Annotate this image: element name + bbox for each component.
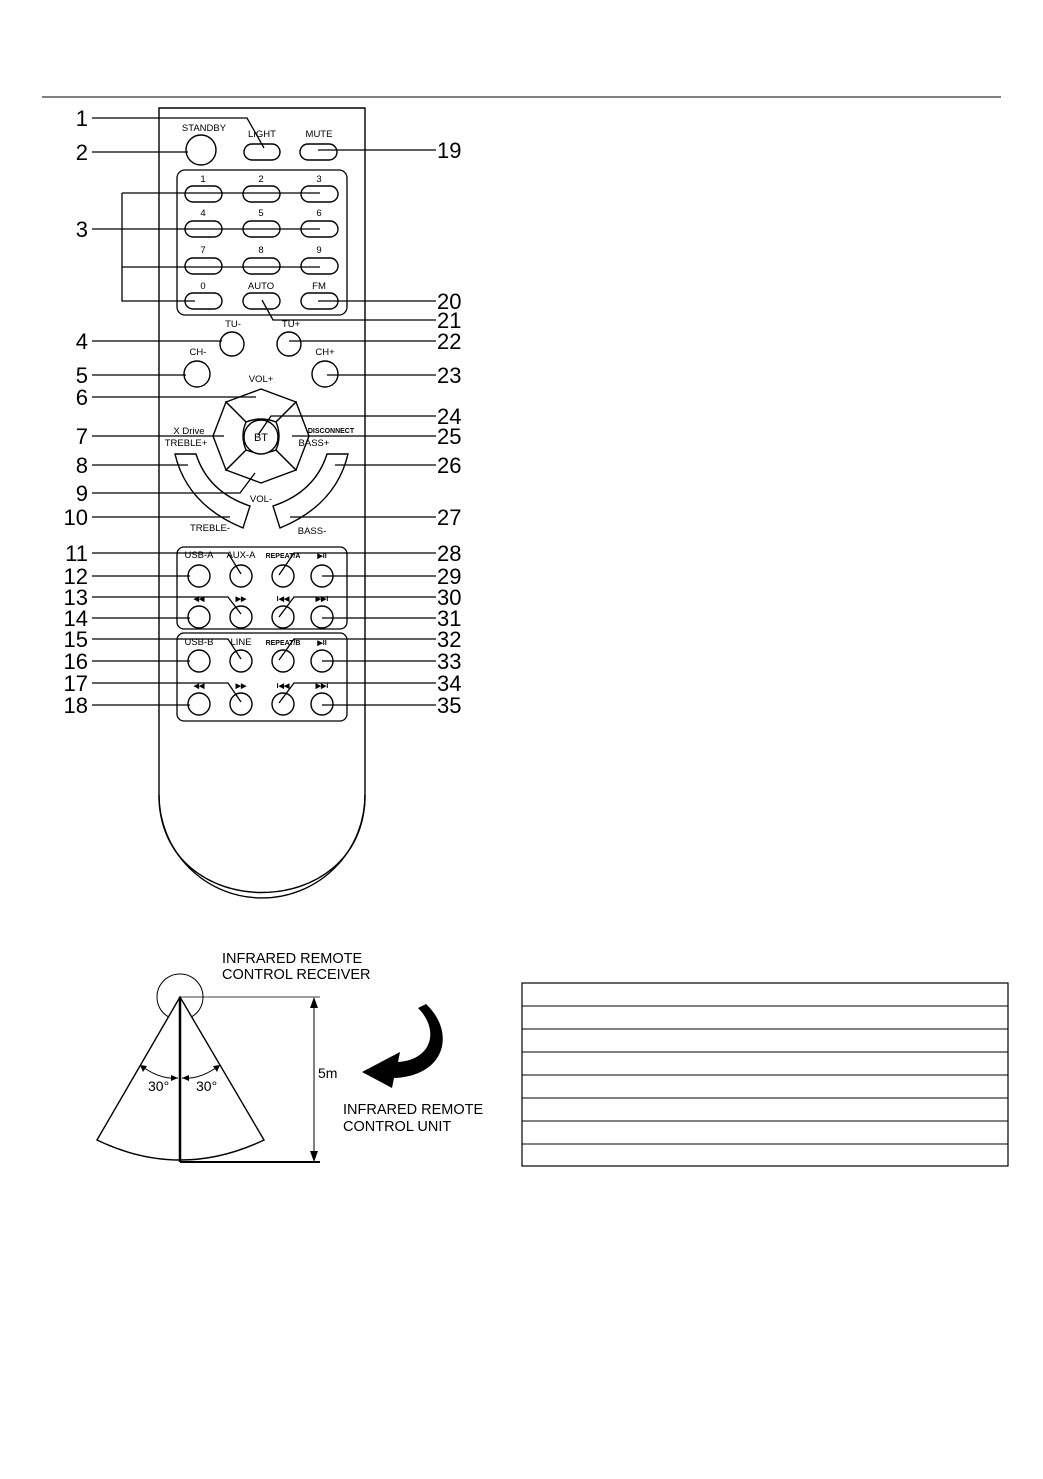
callout-10: 10 <box>63 505 88 530</box>
ir-range-diagram <box>97 951 484 1162</box>
mute-button[interactable] <box>300 144 337 160</box>
vol-plus-label: VOL+ <box>248 374 274 385</box>
usb-b-button[interactable] <box>188 650 210 672</box>
digit-7-label: 7 <box>200 245 206 256</box>
callout-7: 7 <box>75 424 88 449</box>
callout-16: 16 <box>63 649 88 674</box>
usb-a-button[interactable] <box>188 565 210 587</box>
digit-2-label: 2 <box>258 174 264 185</box>
usb-b-label: USB-B <box>184 637 214 648</box>
digit-9-button[interactable] <box>301 258 338 274</box>
repeat-a-label: REPEAT/A <box>265 553 301 560</box>
rewind-b-label: ◀◀ <box>193 683 205 690</box>
ch-minus-label: CH- <box>189 347 207 358</box>
callout-24: 24 <box>437 404 462 429</box>
usb-a-label: USB-A <box>184 550 214 561</box>
angle-right-label: 30° <box>196 1078 218 1094</box>
forward-b-button[interactable] <box>230 693 252 715</box>
tu-plus-button[interactable] <box>277 332 301 356</box>
callout-23: 23 <box>437 363 462 388</box>
digit-4-label: 4 <box>200 208 206 219</box>
rewind-a-label: ◀◀ <box>193 596 205 603</box>
callout-9: 9 <box>75 481 88 506</box>
digit-7-button[interactable] <box>185 258 222 274</box>
callout-32: 32 <box>437 627 462 652</box>
prev-a-label: I◀◀ <box>276 596 290 603</box>
xdrive-label: X Drive <box>173 426 205 437</box>
line-label: LINE <box>230 637 252 648</box>
unit-label-line1: INFRARED REMOTE <box>343 1102 484 1118</box>
auto-button[interactable] <box>243 293 280 309</box>
callout-12: 12 <box>63 564 88 589</box>
standby-button[interactable] <box>186 135 216 165</box>
bass-minus-label: BASS- <box>297 526 327 537</box>
digit-3-label: 3 <box>316 174 322 185</box>
disconnect-label: DISCONNECT <box>307 428 355 435</box>
angle-left-label: 30° <box>148 1078 170 1094</box>
callout-35: 35 <box>437 693 462 718</box>
ch-plus-button[interactable] <box>312 361 338 387</box>
mute-label: MUTE <box>305 129 333 140</box>
callout-4: 4 <box>75 329 88 354</box>
distance-arrow-top <box>310 997 318 1008</box>
forward-b-label: ▶▶ <box>235 683 247 690</box>
light-label: LIGHT <box>248 129 276 140</box>
callout-26: 26 <box>437 453 462 478</box>
distance-arrow-bottom <box>310 1151 318 1162</box>
callout-27: 27 <box>437 505 462 530</box>
digit-8-button[interactable] <box>243 258 280 274</box>
digit-6-label: 6 <box>316 208 322 219</box>
callout-17: 17 <box>63 671 88 696</box>
next-b-button[interactable] <box>311 693 333 715</box>
callout-1: 1 <box>75 106 88 131</box>
aux-a-button[interactable] <box>230 565 252 587</box>
callout-11: 11 <box>65 541 88 566</box>
callout-18: 18 <box>63 693 88 718</box>
tu-minus-button[interactable] <box>220 332 244 356</box>
digit-1-button[interactable] <box>185 186 222 202</box>
receiver-label-line1: INFRARED REMOTE <box>222 951 363 967</box>
repeat-b-label: REPEAT/B <box>265 640 301 647</box>
digit-9-label: 9 <box>316 245 322 256</box>
callout-34: 34 <box>437 671 462 696</box>
rewind-b-button[interactable] <box>188 693 210 715</box>
ch-plus-label: CH+ <box>315 347 335 358</box>
distance-label: 5m <box>318 1065 338 1081</box>
next-a-button[interactable] <box>311 606 333 628</box>
digit-5-label: 5 <box>258 208 264 219</box>
prev-b-button[interactable] <box>272 693 294 715</box>
callout-6: 6 <box>75 385 88 410</box>
callout-5: 5 <box>75 363 88 388</box>
auto-label: AUTO <box>247 281 275 292</box>
callout-8: 8 <box>75 453 88 478</box>
forward-a-button[interactable] <box>230 606 252 628</box>
digit-1-label: 1 <box>200 174 206 185</box>
callout-13: 13 <box>63 585 88 610</box>
bass-plus-label: BASS+ <box>298 438 330 449</box>
forward-a-label: ▶▶ <box>235 596 247 603</box>
callout-25: 25 <box>437 424 462 449</box>
direction-arrow-icon <box>362 1004 443 1088</box>
digit-8-label: 8 <box>258 245 264 256</box>
light-button[interactable] <box>244 144 280 160</box>
empty-table <box>522 983 1008 1166</box>
prev-b-label: I◀◀ <box>276 683 290 690</box>
ch-minus-button[interactable] <box>184 361 210 387</box>
standby-label: STANDBY <box>181 123 227 134</box>
callout-15: 15 <box>63 627 88 652</box>
callout-33: 33 <box>437 649 462 674</box>
callout-31: 31 <box>437 606 462 631</box>
vol-minus-label: VOL- <box>249 494 273 505</box>
callout-22: 22 <box>437 329 462 354</box>
line-button[interactable] <box>230 650 252 672</box>
rewind-a-button[interactable] <box>188 606 210 628</box>
callout-30: 30 <box>437 585 462 610</box>
callout-20: 20 <box>437 289 462 314</box>
digit-0-label: 0 <box>200 281 206 292</box>
callout-29: 29 <box>437 564 462 589</box>
play-pause-b-label: ▶II <box>317 640 327 647</box>
callout-28: 28 <box>437 541 462 566</box>
prev-a-button[interactable] <box>272 606 294 628</box>
unit-label-line2: CONTROL UNIT <box>343 1119 452 1135</box>
receiver-label-line2: CONTROL RECEIVER <box>222 967 371 983</box>
callout-2: 2 <box>75 140 88 165</box>
fm-label: FM <box>312 281 326 292</box>
next-a-label: ▶▶I <box>315 596 329 603</box>
treble-plus-label: TREBLE+ <box>164 438 208 449</box>
treble-minus-label: TREBLE- <box>189 523 231 534</box>
callout-14: 14 <box>63 606 88 631</box>
play-pause-a-label: ▶II <box>317 553 327 560</box>
callout-21: 21 <box>437 308 462 333</box>
bt-label: BT <box>253 432 269 444</box>
digit-2-button[interactable] <box>243 186 280 202</box>
next-b-label: ▶▶I <box>315 683 329 690</box>
tu-minus-label: TU- <box>225 319 241 330</box>
tu-plus-label: TU+ <box>281 319 301 330</box>
aux-a-label: AUX-A <box>226 550 256 561</box>
callout-3: 3 <box>75 217 88 242</box>
digit-3-button[interactable] <box>301 186 338 202</box>
callout-19: 19 <box>437 138 462 163</box>
